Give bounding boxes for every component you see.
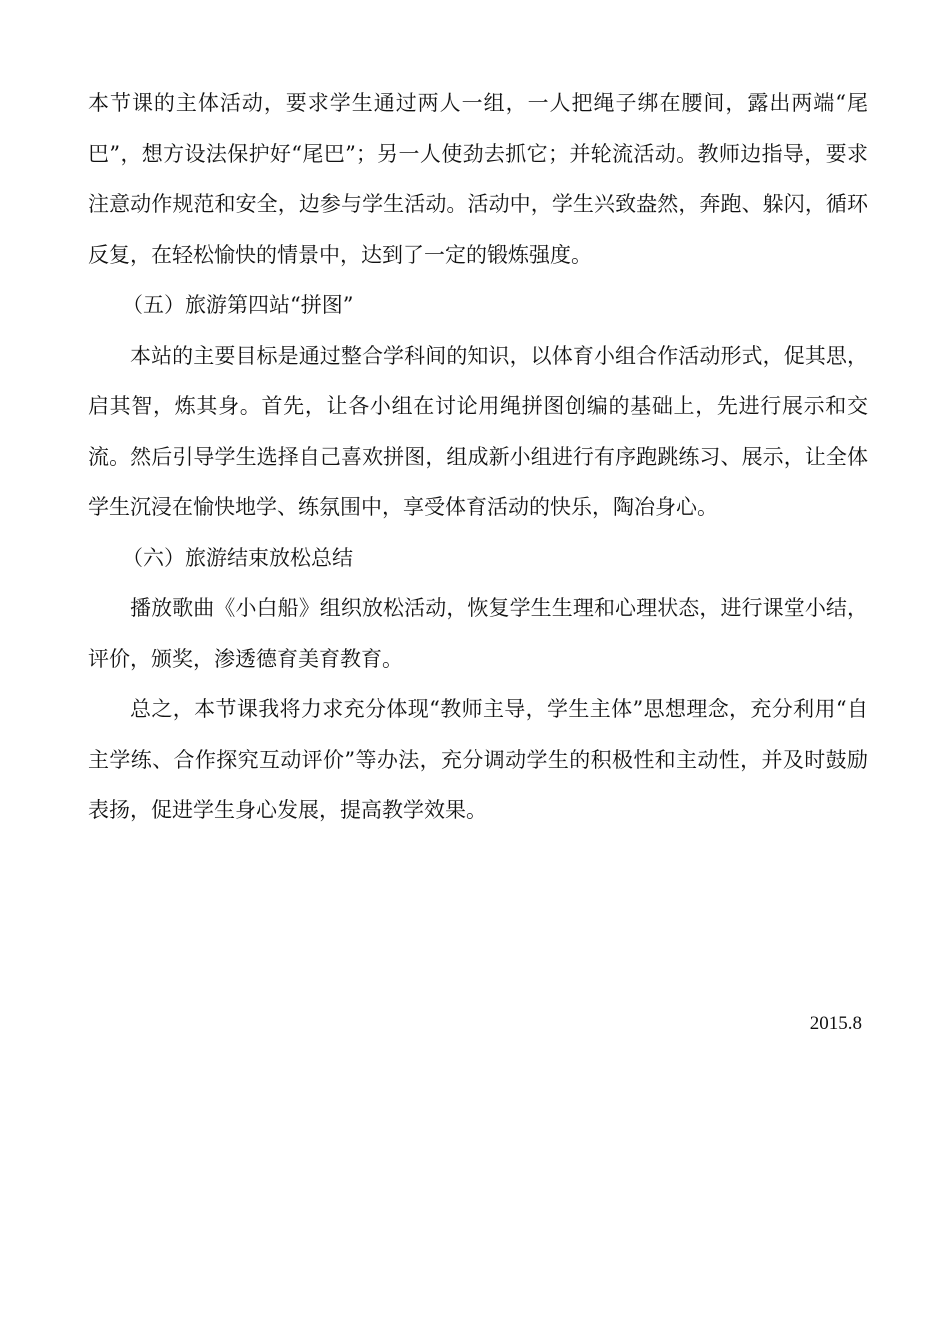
paragraph-relaxation: 播放歌曲《小白船》组织放松活动，恢复学生生理和心理状态，进行课堂小结，评价，颁奖，渗透德育美育教育。: [88, 596, 868, 671]
document-date: 2015.8: [809, 1013, 862, 1034]
section-heading-5: （五）旅游第四站“拼图”: [122, 293, 354, 317]
paragraph-summary: 总之，本节课我将力求充分体现“教师主导，学生主体”思想理念，充分利用“自主学练、合作探究互动评价”等办法，充分调动学生的积极性和主动性，并及时鼓励表扬，促进学生身心发展，提高教学效果。: [88, 697, 868, 822]
paragraph-puzzle-station: 本站的主要目标是通过整合学科间的知识，以体育小组合作活动形式，促其思，启其智，炼其身。首先，让各小组在讨论用绳拼图创编的基础上，先进行展示和交流。然后引导学生选择自己喜欢拼图，组成新小组进行有序跑跳练习、展示，让全体学生沉浸在愉快地学、练氛围中，享受体育活动的快乐，陶冶身心。: [88, 343, 868, 519]
paragraph-main-activity: 本节课的主体活动，要求学生通过两人一组，一人把绳子绑在腰间，露出两端“尾巴”，想方设法保护好“尾巴”；另一人使劲去抓它；并轮流活动。教师边指导，要求注意动作规范和安全，边参与学生活动。活动中，学生兴致盎然，奔跑、躲闪，循环反复，在轻松愉快的情景中，达到了一定的锻炼强度。: [88, 91, 868, 267]
section-heading-6: （六）旅游结束放松总结: [122, 545, 353, 570]
document-body: [88, 78, 868, 836]
